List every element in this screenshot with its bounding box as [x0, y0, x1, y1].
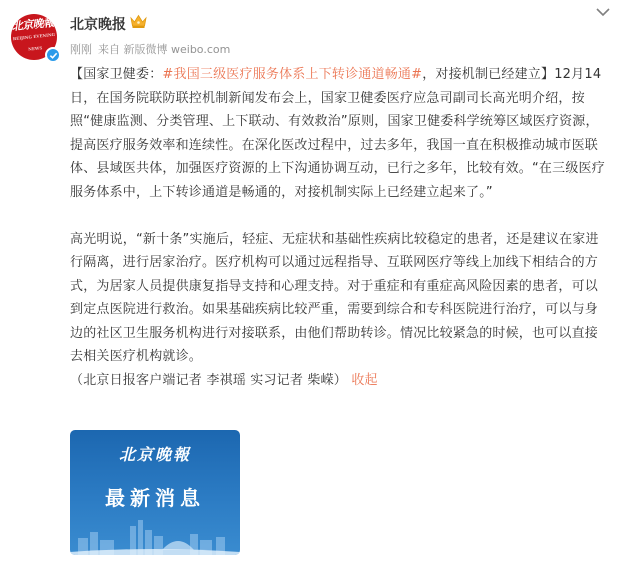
image-logo-text: 北京晚報: [118, 445, 191, 464]
post-header: [0, 0, 625, 60]
user-name[interactable]: 北京晚报: [70, 17, 126, 33]
post-credit-line: [70, 369, 610, 393]
paragraph-gap: [70, 204, 610, 228]
avatar-logo-text: 北京晚報 BEIJING EVENING NEWS: [11, 15, 56, 52]
post-credit: （北京日报客户端记者 李祺瑶 实习记者 柴嵘）: [70, 372, 347, 388]
post-paragraph-1: [70, 63, 610, 204]
post-meta: [70, 41, 236, 57]
post-title-prefix: 【国家卫健委：: [70, 67, 163, 82]
skyline-graphic: [70, 510, 240, 555]
post-paragraph-1-text: ，对接机制已经建立】12月14日，在国务院联防联控机制新闻发布会上，国家卫健委医疗应急司副司长高光明介绍，按照“健康监测、分类管理、上下联动、有效救治”原则，国家卫健委科学统筹区域医疗资源，提高医疗服务效率和连续性。在深化医改过程中，过去多年，我国一直在积极推动城市医联体、县域医共体，加强医疗资源的上下沟通协调互动，已行之多年，比较有效。“在三级医疗服务体系中，上下转诊通道是畅通的，对接机制实际上已经建立起来了。”: [70, 67, 605, 200]
chevron-down-icon[interactable]: [595, 6, 611, 18]
post-source: 来自 新版微博 weibo.com: [98, 43, 231, 56]
hashtag-link[interactable]: #我国三级医疗服务体系上下转诊通道畅通#: [162, 67, 423, 82]
post-paragraph-2: 高光明说，“新十条”实施后，轻症、无症状和基础性疾病比较稳定的患者，还是建议在家进行隔离，进行居家治疗。医疗机构可以通过远程指导、互联网医疗等线上加线下相结合的方式，为居家人员提供康复指导支持和心理支持。对于重症和有重症高风险因素的患者，可以到定点医院进行救治。如果基础疾病比较严重，需要到综合和专科医院进行治疗，可以与身边的社区卫生服务机构进行对接联系，由他们帮助转诊。情况比较紧急的时候，也可以直接去相关医疗机构就诊。: [70, 231, 599, 364]
verified-icon: [45, 47, 61, 63]
collapse-button[interactable]: 收起: [351, 372, 378, 388]
post-time[interactable]: 刚刚: [70, 43, 92, 56]
post-content: [70, 63, 610, 392]
image-title: 最新消息: [105, 486, 205, 510]
post-image[interactable]: [70, 430, 240, 555]
crown-badge-icon[interactable]: [130, 14, 147, 29]
